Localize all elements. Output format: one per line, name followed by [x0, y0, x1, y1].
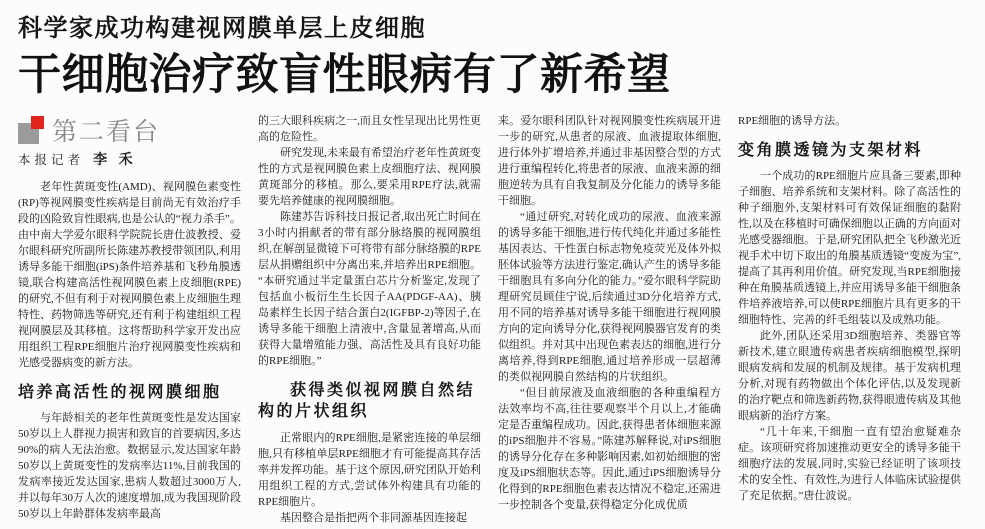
article-subhead: 培养高活性的视网膜细胞 [18, 383, 222, 401]
article-paragraph: 的三大眼科疾病之一,而且女性呈现出比男性更高的危险性。 [258, 114, 481, 143]
section-name: 第二看台 [52, 118, 161, 146]
byline-author: 李 禾 [93, 152, 137, 168]
page-title: 干细胞治疗致盲性眼病有了新希望 [18, 50, 671, 99]
article-column-4 [738, 113, 961, 526]
section-logo-icon [18, 115, 46, 145]
section-badge [18, 115, 241, 145]
article-column-2 [258, 113, 481, 526]
article-paragraph: 来。爱尔眼科团队针对视网膜变性疾病展开进一步的研究,从患者的尿液、血液提取体细胞,进行体外扩增培养,并通过非基因整合型的方式进行重编程转化,将患者的尿液、血液来源的细胞逆转为具有自我复制及分化能力的诱导多能干细胞。 [498, 114, 721, 207]
article-subhead: 获得类似视网膜自然结构的片状组织 [258, 381, 476, 421]
article-subhead: 变角膜透镜为支架材料 [738, 141, 924, 159]
kicker-headline: 科学家成功构建视网膜单层上皮细胞 [18, 16, 426, 42]
byline [18, 149, 241, 169]
article-paragraph: 正常眼内的RPE细胞,是紧密连接的单层细胞,只有移植单层RPE细胞才有可能提高其存活率并发挥功能。基于这个原因,研究团队开始利用组织工程的方式,尝试体外构建具有功能的RPE细胞片。 [258, 432, 481, 509]
article-paragraph: “几十年来,干细胞一直有望治愈疑难杂症。该项研究将加速推动更安全的诱导多能干细胞疗法的发展,同时,实验已经证明了该项技术的安全性、有效性,为进行人体临床试验提供了充足依据。”唐仕波说。 [738, 426, 961, 503]
article-paragraph: 此外,团队还采用3D细胞培养、类器官等新技术,建立眼遗传病患者疾病细胞模型,探明眼病发病和发展的机制及规律。基于发病机理分析,对现有药物做出个体化评估,以及发现新的治疗靶点和筛选新药物,获得眼遗传病及其他眼病新的治疗方案。 [738, 330, 961, 423]
logo-red-square [31, 116, 44, 129]
article-paragraph: 陈建苏告诉科技日报记者,取出死亡时间在3小时内捐献者的带有部分脉络膜的视网膜组织,在解剖显微镜下可将带有部分脉络膜的RPE层从捐赠组织中分离出来,并培养出RPE细胞。“本研究通过半定量蛋白芯片分析鉴定,发现了包括血小板衍生生长因子AA(PDGF-AA)、胰岛素样生长因子结合蛋白2(IGFBP-2)等因子,在诱导多能干细胞上清液中,含量显著增高,从而获得大量增殖能力强、高活性及具有良好功能的RPE细胞。” [258, 210, 481, 367]
article-paragraph: “但目前尿液及血液细胞的各种重编程方法效率均不高,往往要观察半个月以上,才能确定是否重编程成功。因此,获得患者体细胞来源的iPS细胞并不容易。”陈建苏解释说,对iPS细胞的诱导分化存在多种影响因素,如初始细胞的密度及iPS细胞状态等。因此,通过iPS细胞诱导分化得到的RPE细胞色素表达情况不稳定,还需进一步控制各个变量,获得稳定分化成优质 [498, 386, 721, 511]
column-text-flow [18, 179, 241, 523]
article-paragraph: 老年性黄斑变性(AMD)、视网膜色素变性(RP)等视网膜变性疾病是目前尚无有效治疗手段的凶险致盲性眼病,也是公认的“视力杀手”。由中南大学爱尔眼科学院院长唐仕波教授、爱尔眼科研究所副所长陈建苏教授带领团队,利用诱导多能干细胞(iPS)条件培养基和飞秒角膜透镜,联合构建高活性视网膜色素上皮细胞(RPE)的研究,不但有利于对视网膜色素上皮细胞生理特性、药物筛选等研究,还有利于构建组织工程视网膜层及其移植。这将帮助科学家开发出应用组织工程RPE细胞片治疗视网膜变性疾病和光感受器病变的新方法。 [18, 180, 241, 369]
article-paragraph: “通过研究,对转化成功的尿液、血液来源的诱导多能干细胞,进行传代纯化并通过多能性基因表达、干性蛋白标志物免疫荧光及体外拟胚体试验等方法进行鉴定,确认产生的诱导多能干细胞具有多向分化的能力。”爱尔眼科学院助理研究员顾佳宁说,后续通过3D分化培养方式,用不同的培养基对诱导多能干细胞进行视网膜方向的定向诱导分化,获得视网膜器官发育的类似组织。并对其中出现色素表达的细胞,进行分离培养,得到RPE细胞,通过培养形成一层超薄的类似视网膜自然结构的片状组织。 [498, 210, 721, 383]
article-paragraph: RPE细胞的诱导方法。 [738, 114, 847, 127]
article-columns [18, 113, 963, 526]
column-text-flow [258, 113, 481, 526]
article-paragraph: 一个成功的RPE细胞片应具备三要素,即种子细胞、培养系统和支架材料。除了高活性的种子细胞外,支架材料可有效保证细胞的黏附性,以及在移植时可确保细胞以正确的方向面对光感受器细胞。于是,研究团队把全飞秒激光近视手术中切下取出的角膜基质透镜“变废为宝”,提高了其再利用价值。研究发现,当RPE细胞接种在角膜基质透镜上,并应用诱导多能干细胞条件培养液培养,可以使RPE细胞片具有更多的干细胞特性、完善的纤毛组装以及成熟功能。 [738, 170, 961, 327]
article-column-1 [18, 113, 241, 526]
article-paragraph: 与年龄相关的老年性黄斑变性是发达国家50岁以上人群视力损害和致盲的首要病因,多达90%的病人无法治愈。数据显示,发达国家年龄50岁以上黄斑变性的发病率达11%,目前我国的发病率接近发达国家,患病人数超过3000万人,并以每年30万人次的速度增加,成为我国现阶段50岁以上年龄群体发病率最高 [18, 412, 241, 521]
column-text-flow [498, 113, 721, 513]
article-paragraph: 研究发现,未来最有希望治疗老年性黄斑变性的方式是视网膜色素上皮细胞疗法、视网膜黄斑部分的移植。那么,要采用RPE疗法,就需要先培养健康的视网膜细胞。 [258, 146, 481, 207]
article-paragraph: 基因整合是指把两个非同源基因连接起 [280, 512, 467, 525]
byline-prefix: 本报记者 [18, 152, 85, 167]
article-column-3 [498, 113, 721, 526]
column-text-flow [738, 113, 961, 505]
